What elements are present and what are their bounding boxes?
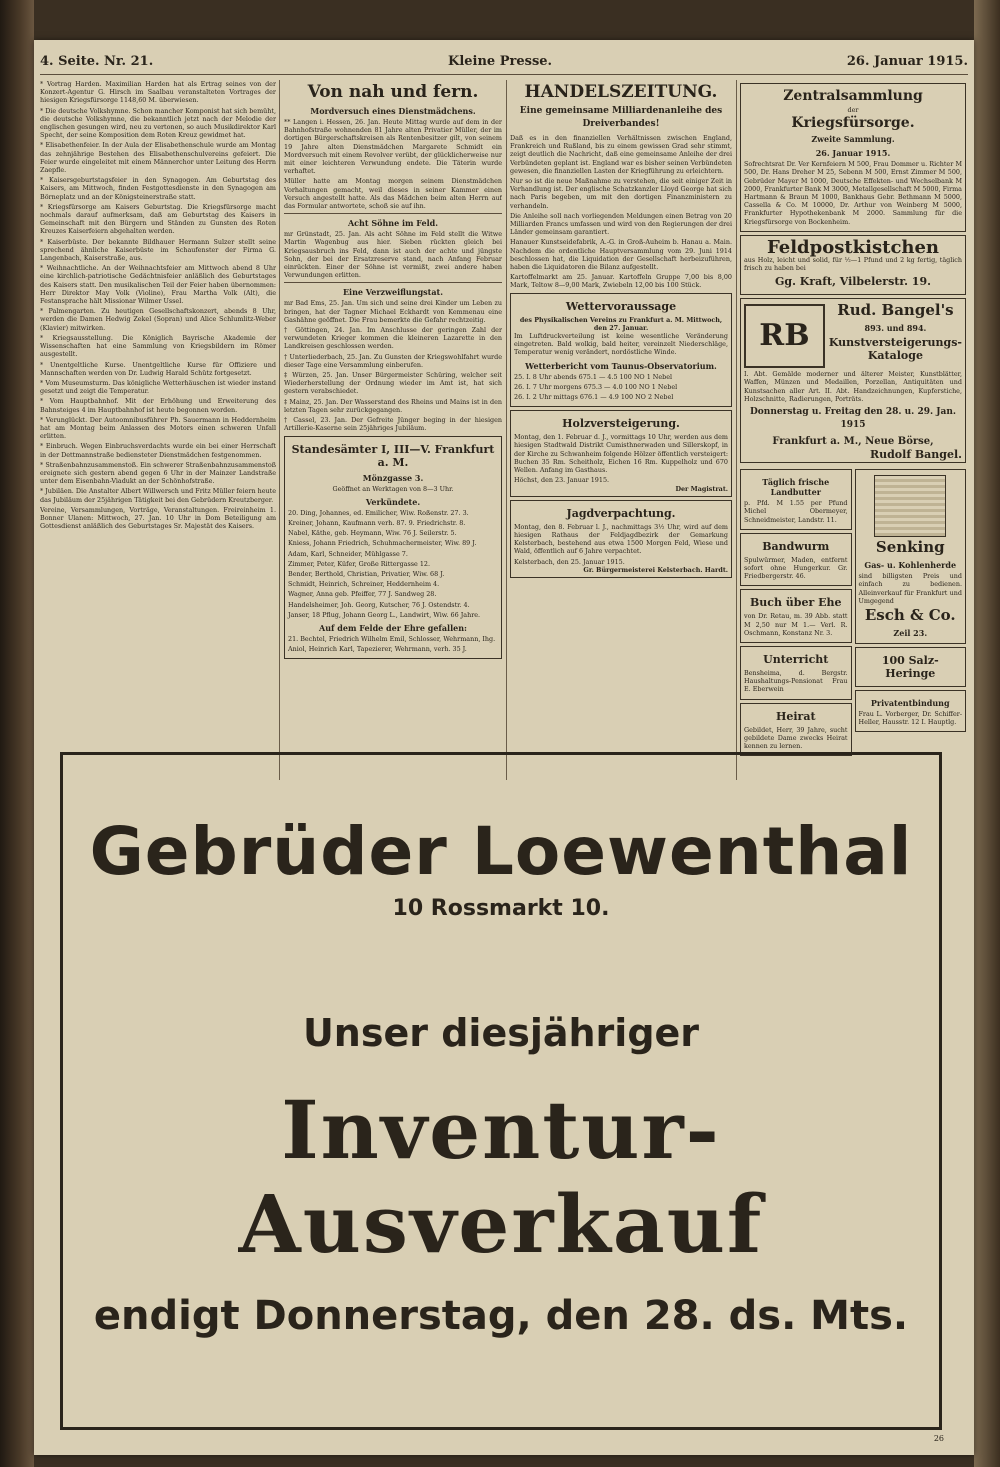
- heirat-ad: [740, 703, 852, 757]
- box-head: Auf dem Felde der Ehre gefallen:: [319, 622, 467, 633]
- ad-address: 10 Rossmarkt 10.: [392, 896, 610, 921]
- ad-place: Frankfurt a. M., Neue Börse,: [772, 436, 934, 448]
- register-entry: Zimmer, Peter, Küfer, Große Rittergasse 12.: [288, 559, 431, 568]
- ad-title: Unterricht: [763, 653, 829, 667]
- ad-text: Gebildet, Herr, 39 Jahre, sucht gebildete Dame zwecks Heirat kennen zu lernen.: [744, 725, 848, 751]
- header-center: Kleine Presse.: [448, 54, 553, 69]
- ad-sign: Gr. Bürgermeisterei Kelsterbach. Hardt.: [583, 565, 728, 574]
- article-paragraph: * Vortrag Harden. Maximilian Harden hat als Ertrag seines von der Konzert-Agentur G. Hirsch im Saalbau veranstalteten Vortrages der hiesigen Kriegsfürsorge 1148,60 M. überwiesen.: [40, 80, 276, 105]
- register-entry: Janser, 18 Pflug, Johann Georg L., Landwirt, Wiw. 66 Jahre.: [288, 610, 481, 619]
- ad-title: Buch über Ehe: [749, 596, 842, 610]
- ad-text: Montag, den 8. Februar l. J., nachmittags 3½ Uhr, wird auf dem hiesigen Rathaus der Feldjagdbezirk der Gemarkung Kelsterbach, bestehend aus etwa 1500 Morgen Feld, Wiese und Wald, öffentlich auf 6 Jahre verpachtet.: [514, 522, 728, 556]
- weather-table-title: Wetterbericht vom Taunus-Observatorium.: [525, 360, 717, 371]
- standesamt-box: [284, 436, 502, 660]
- register-entry: 20. Ding, Johannes, ed. Emilicher, Wiw. Roßenstr. 27. 3.: [288, 508, 469, 517]
- ad-title: Feldpostkistchen: [766, 236, 940, 258]
- bangel-ad: [740, 298, 966, 463]
- box-title: Standesämter I, III—V. Frankfurt a. M.: [291, 442, 495, 469]
- article-paragraph: † Göttingen, 24. Jan. Im Anschlusse der geringen Zahl der verwundeten Krieger kommen die kleineren Lazarette in den Landkreisen geschlossen werden.: [284, 326, 502, 351]
- column-handelszeitung: [510, 80, 732, 780]
- sammlung-name: Kriegsfürsorge.: [791, 115, 915, 132]
- page-header: [40, 54, 968, 75]
- ad-text: Montag, den 1. Februar d. J., vormittags 10 Uhr, werden aus dem hiesigen Stadtwald Distrikt Cumisthnerwaden und Sillerskopf, in der Kirche zu Schwanheim folgende Hölzer öffentlich versteigert: Buchen 35 Rm. Scheitholz, Eichen 16 Rm. Kuppelholz und 670 Wellen. Anfang im Gasthaus.: [514, 433, 728, 475]
- holzversteigerung-ad: [510, 410, 732, 496]
- ad-text: aus Holz, leicht und solid, für ½—1 Pfund und 2 kg fertig, täglich frisch zu haben bei: [744, 255, 962, 273]
- ad-sub: Kunstversteigerungs-Kataloge: [828, 336, 962, 363]
- ad-title: Täglich frische Landbutter: [762, 477, 830, 498]
- article-paragraph: Hanauer Kunstseidefabrik, A.-G. in Groß-Auheim b. Hanau a. Main. Nachdem die ordentliche Hauptversammlung vom 29. Juni 1914 beschlossen hat, die Liquidation der Gesellschaft herbeizuführen, haben die Liquidatoren die Bilanz aufgestellt.: [510, 238, 732, 272]
- ad-text: Spulwürmer, Maden, entfernt sofort ohne Hungerkur. Gr. Friedbergerstr. 46.: [744, 555, 848, 581]
- article-heading: Eine gemeinsame Milliardenanleihe des Dreiverbandes!: [519, 106, 723, 129]
- column-rule: [506, 80, 507, 780]
- ad-title: Privatentbindung: [870, 698, 950, 709]
- register-entry: Adam, Karl, Schneider, Mühlgasse 7.: [288, 549, 408, 558]
- ad-line-1: Unser diesjähriger: [302, 1011, 700, 1055]
- book-spine: [0, 0, 34, 1467]
- weather-box: [510, 293, 732, 408]
- article-paragraph: * Vom Hauptbahnhof. Mit der Erhöhung und Erweiterung des Bahnsteiges 4 im Hauptbahnhof ist heute begonnen worden.: [40, 397, 276, 414]
- ad-sub: Gas- u. Kohlenherde: [864, 560, 957, 571]
- article-heading: Acht Söhne im Feld.: [347, 218, 439, 229]
- weather-row: 26. I. 2 Uhr mittags 676.1 — 4.9 100 NO 2 Nebel: [514, 393, 674, 402]
- weather-row: 25. I. 8 Uhr abends 675.1 — 4.5 100 NO 1 Nebel: [514, 372, 673, 381]
- register-entry: 21. Bechtel, Friedrich Wilhelm Emil, Schlosser, Wehrmann, Ihg.: [288, 634, 496, 643]
- article-paragraph: Vereine, Versammlungen, Vorträge, Veranstaltungen. Freireinheim 1. Bonner Ulanen: Mittwoch, 27. Jan. 10 Uhr in Dom Beteiligung am Gottesdienst anläßlich des Geburtstages Sr. Majestät des Kaisers.: [40, 505, 276, 531]
- register-entry: Handelsheimer, Joh. Georg, Kutscher, 76 J. Ostendstr. 4.: [288, 600, 470, 609]
- article-paragraph: * Jubiläen. Die Anstalter Albert Willwersch und Fritz Müller feiern heute das Jubiläum der 25jährigen Tätigkeit bei den Gebrüdern Kreutzberger.: [40, 487, 276, 504]
- ad-text: p. Pfd. M 1.55 per Pfund Michel Obermeyer, Schneidmeister, Landstr. 11.: [744, 499, 848, 524]
- bangel-logo: RB: [744, 304, 825, 368]
- article-paragraph: * Verunglückt. Der Autoomnibusführer Ph. Sauermann in Heddernheim hat am Montag beim Anlassen des Motors einen schweren Unfall erlitten.: [40, 415, 276, 441]
- article-paragraph: ‡ Würzen, 25. Jan. Unser Bürgermeister Schüring, welcher seit Wiederherstellung der Ordnung wieder im Amt ist, hat sich gestern verabschiedet.: [284, 371, 502, 396]
- column-rule: [279, 80, 280, 780]
- weather-subtitle: des Physikalischen Vereins zu Frankfurt a. M. Mittwoch, den 27. Januar.: [519, 315, 723, 332]
- divider: [284, 282, 502, 283]
- article-paragraph: * Einbruch. Wegen Einbruchsverdachts wurde ein bei einer Herrschaft in der Dettmannstraße bediensteter Dienstmädchen festgenommen.: [40, 442, 276, 459]
- article-paragraph: mr Grünstadt, 25. Jan. Als acht Söhne im Feld stellt die Witwe Martin Wagenbug aus hier. Sieben rückten gleich bei Kriegsausbruch ins Feld, dann ist auch der achte und jüngste Sohn, der bei der Ersatzreserve stand, nach Anfang Februar einrückten. Einer der Söhne ist vermißt, zwei andere haben Verwundungen erlitten.: [284, 230, 502, 280]
- ad-title: 100 Salz-Heringe: [881, 654, 939, 681]
- sammlung-title: Zentralsammlung: [783, 88, 923, 104]
- ad-firm-name: Gebrüder Loewenthal: [89, 813, 913, 890]
- article-paragraph: † Cassel, 23. Jan. Der Gefreite Jünger beging in der hiesigen Artillerie-Kaserne sein 25jähriges Jubiläum.: [284, 416, 502, 433]
- article-paragraph: * Straßenbahnzusammenstoß. Ein schwerer Straßenbahnzusammenstoß ereignete sich gestern abend gegen 6 Uhr in der Mainzer Landstraße unter dem Eisenbahn-Viadukt an der Schönhofstraße.: [40, 460, 276, 486]
- article-paragraph: Müller hatte am Montag morgen seinem Dienstmädchen Vorhaltungen gemacht, weil dieses in seiner Kammer einen Versuch angestellt hatte. Als das Mädchen beim alten Herrn auf das Formular antwortete, schoß sie auf ihn.: [284, 177, 502, 211]
- article-paragraph: Kartoffelmarkt am 25. Januar. Kartoffeln Gruppe 7,00 bis 8,00 Mark, Teltow 8—9,00 Mark, Zwiebeln 12,00 bis 100 Stück.: [510, 273, 732, 290]
- unterricht-ad: [740, 646, 852, 700]
- ad-title: Bandwurm: [762, 539, 830, 553]
- article-paragraph: * Kriegsfürsorge am Kaisers Geburtstag. Die Kriegsfürsorge macht nochmals darauf aufmerksam, daß am Geburtstag des Kaisers in Gemeinschaft mit den Bürgern und Ständen zu Gunsten des Roten Kreuzes Kaiserfeiern abgehalten werden.: [40, 202, 276, 236]
- article-heading: Mordversuch eines Dienstmädchens.: [310, 106, 476, 116]
- ad-title: Jagdverpachtung.: [566, 506, 676, 520]
- ad-title: Heirat: [775, 709, 816, 723]
- article-heading: Eine Verzweiflungstat.: [342, 287, 444, 298]
- register-entry: Kreiner, Johann, Kaufmann verh. 87. 9. Friedrichstr. 8.: [288, 518, 466, 527]
- ad-title: Holzversteigerung.: [562, 417, 680, 431]
- article-paragraph: Daß es in den finanziellen Verhältnissen zwischen England, Frankreich und Rußland, bis zu einem gewissen Grad sehr stimmt, zeigt deutlich die Nachricht, daß eine gemeinsame Anleihe der drei Verbündeten geplant ist. England war es bisher seinen Verbündeten gewesen, die finanziellen Lasten der Kriegführung zu erleichtern.: [510, 134, 732, 175]
- ad-sign: Höchst, den 23. Januar 1915.: [514, 476, 610, 485]
- ad-title: Senking: [875, 538, 945, 557]
- header-left: 4. Seite. Nr. 21.: [40, 54, 154, 69]
- buch-ad: [740, 589, 852, 643]
- register-entry: Kniess, Johann Friedrich, Schuhmachermeister, Wiw. 89 J.: [288, 539, 477, 548]
- zentralsammlung-box: [740, 83, 966, 232]
- article-paragraph: * Weihnachtliche. An der Weihnachtsfeier am Mittwoch abend 8 Uhr eine kirchlich-patriotische Gedächtnisfeier anläßlich des Geburtstages des Kaisers statt. Den musikalischen Teil der Feier haben übernommen: Herr Direktor May Volk (Violine), Frau Martha Volk (Alt), die Festansprache hält Missionar Wilmer Ussel.: [40, 264, 276, 306]
- header-right: 26. Januar 1915.: [846, 54, 968, 69]
- article-paragraph: * Palmengarten. Zu heutigen Gesellschaftskonzert, abends 8 Uhr, werden die Damen Hedwig Zekel (Sopran) und Alice Schlumlitz-Weber (Klavier) mitwirken.: [40, 307, 276, 332]
- loewenthal-advertisement: [60, 752, 942, 1430]
- ad-text: Frau L. Vorberger, Dr. Schiffer-Heller, Hausstr. 12 I. Hauptlg.: [858, 710, 962, 727]
- article-paragraph: * Vom Museumsturm. Das königliche Wetterhäuschen ist wieder instand gesetzt und zeigt die Temperatur.: [40, 378, 276, 396]
- senking-ad: [855, 469, 967, 644]
- register-entry: Nabel, Käthe, geb. Heymann, Wiw. 76 J. Seilerstr. 5.: [288, 529, 457, 538]
- divider: [284, 213, 502, 214]
- register-entry: Schmidt, Heinrich, Schreiner, Heddernheim 4.: [288, 580, 440, 589]
- column-rule: [736, 80, 737, 780]
- register-entry: Bender, Berthold, Christian, Privatier, Wiw. 68 J.: [288, 569, 445, 578]
- ad-date: Donnerstag u. Freitag den 28. u. 29. Jan. 1915: [749, 407, 957, 431]
- sammlung-text: Sofrechtsrat Dr. Ver Kernfeiern M 500, Frau Dommer u. Richter M 500, Dr. Hans Dreher M 25, Sebenn M 500, Ernst Zimmer M 500, Gebrüder Mayer M 1000, Deutsche Effekten- und Wechselbank M 2000, Frankfurter Bank M 3000, Metallgesellschaft M 5000, Firma Hartmann & Braun M 1000, Bankhaus Gebr. Bethmann M 5000, Cassella & Co. M 10000, Dr. Arthur von Weinberg M 5000, Frankfurter Hypothekenbank M 2000. Sammlung für die Kriegsfürsorge von Bockenheim.: [744, 160, 962, 226]
- article-paragraph: ** Langen i. Hessen, 26. Jan. Heute Mittag wurde auf dem in der Bahnhofstraße wohnenden 81 Jahre alten Privatier Müller, der im dortigen Bürgerschaftskreisen als Rentenbesitzer gilt, von seinem 19 Jahre alten Dienstmädchen Margarete Schmidt ein Mordversuch mit einem Revolver verübt, der glücklicherweise nur mit einer leichteren Verwundung endete. Die Täterin wurde verhaftet.: [284, 118, 502, 176]
- article-paragraph: * Elisabethenfeier. In der Aula der Elisabethenschule wurde am Montag das zehnjährige Bestehen des Elisabethenschulvereins gefeiert. Die Feier wurde eingeleitet mit einem Männerchor unter Leitung des Herrn Zaepfle.: [40, 141, 276, 175]
- box-head: Verkündete.: [365, 496, 421, 507]
- ad-sign: Kelsterbach, den 25. Januar 1915.: [514, 557, 625, 566]
- section-title: Von nah und fern.: [307, 82, 479, 102]
- article-paragraph: mr Bad Ems, 25. Jan. Um sich und seine drei Kinder um Leben zu bringen, hat der Tagner Michael Eckhardt von Kemmenau eine Gashähne geöffnet. Die Frau bemerkte die Gefahr rechtzeitig.: [284, 299, 502, 324]
- ad-num: 893. und 894.: [864, 323, 927, 334]
- sammlung-sub: Zweite Sammlung.: [811, 134, 895, 145]
- jagdverpachtung-ad: [510, 500, 732, 578]
- article-paragraph: Nur so ist die neue Maßnahme zu verstehen, die seit einiger Zeit in Verhandlung ist. Der englische Schatzkanzler Lloyd George hat sich nach Paris begeben, um mit den dortigen Finanzministern zu verhandeln.: [510, 177, 732, 210]
- box-subtitle: Mönzgasse 3.: [362, 472, 424, 483]
- register-entry: Aniol, Heinrich Karl, Tapezierer, Wehrmann, verh. 35 J.: [288, 645, 467, 654]
- article-paragraph: * Kaisersgeburtstagsfeier in den Synagogen. Am Geburtstag des Kaisers, am Mittwoch, finden Festgottesdienste in den Synagogen am Börneplatz und an der Königsteinerstraße statt.: [40, 176, 276, 201]
- footer-number: 26: [933, 1434, 944, 1443]
- ad-firm: Esch & Co.: [864, 606, 956, 625]
- ad-line-2: Inventur-Ausverkauf: [238, 1083, 764, 1271]
- weather-title: Wettervoraussage: [565, 299, 677, 313]
- ad-title: Rud. Bangel's: [837, 301, 954, 320]
- ad-sign: Rudolf Bangel.: [869, 448, 962, 462]
- section-title: HANDELSZEITUNG.: [524, 82, 718, 102]
- butter-ad: [740, 469, 852, 530]
- privat-ad: [855, 690, 967, 732]
- article-paragraph: * Die deutsche Volkshymne. Schon mancher Komponist hat sich bemüht, die deutsche Volkshymne, die bekanntlich jetzt nach der Melodie der englischen gesungen wird, neu zu vertonen, so auch Musikdirektor Karl Specht, der seine Komposition dem Roten Kreuz gewidmet hat.: [40, 106, 276, 140]
- article-paragraph: Die Anleihe soll nach vorliegenden Meldungen einen Betrag von 20 Milliarden Francs umfassen und wird von den Regierungen der drei Länder gemeinsam garantiert.: [510, 211, 732, 237]
- stove-illustration: [874, 475, 946, 537]
- article-paragraph: ‡ Mainz, 25. Jan. Der Wasserstand des Rheins und Mains ist in den letzten Tagen sehr zurückgegangen.: [284, 397, 502, 414]
- weather-row: 26. I. 7 Uhr morgens 675.3 — 4.0 100 NO 1 Nebel: [514, 382, 678, 391]
- newspaper-page: [34, 40, 974, 1455]
- sammlung-der: der: [847, 106, 859, 114]
- column-local-news: [40, 80, 276, 780]
- article-paragraph: * Kaiserbüste. Der bekannte Bildhauer Hermann Sulzer stellt seine sprechend ähnliche Kaiserbüste im Schaufenster der Firma G. Langenbach, Kaiserstraße, aus.: [40, 237, 276, 263]
- register-entry: Wagner, Anna geb. Pfeiffer, 77 J. Sandweg 28.: [288, 590, 437, 599]
- ad-sign: Der Magistrat.: [675, 484, 728, 493]
- column-advertisements: [740, 80, 966, 780]
- article-paragraph: * Kriegsausstellung. Die Königlich Bayrische Akademie der Wissenschaften hat eine Sammlung von Kriegsbildern im Römer ausgestellt.: [40, 333, 276, 359]
- weather-text: Im Luftdruckverteilung ist keine wesentliche Veränderung eingetreten. Bald wolkig, bald heiter, vereinzelt Niederschläge, Temperatur wenig verändert, nordöstliche Winde.: [514, 332, 728, 357]
- box-hours: Geöffnet an Werktagen von 8—3 Uhr.: [332, 484, 454, 493]
- ad-addr: Zeil 23.: [893, 628, 928, 639]
- bandwurm-ad: [740, 533, 852, 587]
- ad-name: Gg. Kraft, Vilbelerstr. 19.: [775, 275, 931, 289]
- ad-text: I. Abt. Gemälde moderner und älterer Meister, Kunstblätter, Waffen, Münzen und Medaillen, Porzellan, Antiquitäten und Kunstsachen aller Art. II. Abt. Handzeichnungen, Kupferstiche, Holzschnitte, Radierungen, Porträts.: [744, 370, 962, 403]
- article-paragraph: † Unterliederbach, 25. Jan. Zu Gunsten der Kriegswohlfahrt wurde dieser Tage eine Versammlung einberufen.: [284, 352, 502, 369]
- ad-line-3: endigt Donnerstag, den 28. ds. Mts.: [93, 1293, 909, 1339]
- sammlung-date: 26. Januar 1915.: [815, 148, 891, 159]
- ad-text: sind billigsten Preis und einfach zu bedienen. Alleinverkauf für Frankfurt und Umgegend: [858, 572, 962, 605]
- ad-text: von Dr. Retau, m. 39 Abb. statt M 2,50 nur M 1.— Verl. R. Oschmann, Konstanz Nr. 3.: [744, 612, 848, 637]
- article-paragraph: * Unentgeltliche Kurse. Unentgeltliche Kurse für Offiziere und Mannschaften werden von Dr. Ludwig Harald Schütz fortgesetzt.: [40, 360, 276, 377]
- ad-text: Bensheima, d. Bergstr. Haushaltungs-Pensionat Frau E. Eberwein: [744, 669, 848, 694]
- feldpostkistchen-ad: [740, 235, 966, 295]
- salz-ad: [855, 647, 967, 687]
- column-von-nah-und-fern: [284, 80, 502, 780]
- page-edge: [974, 0, 1000, 1467]
